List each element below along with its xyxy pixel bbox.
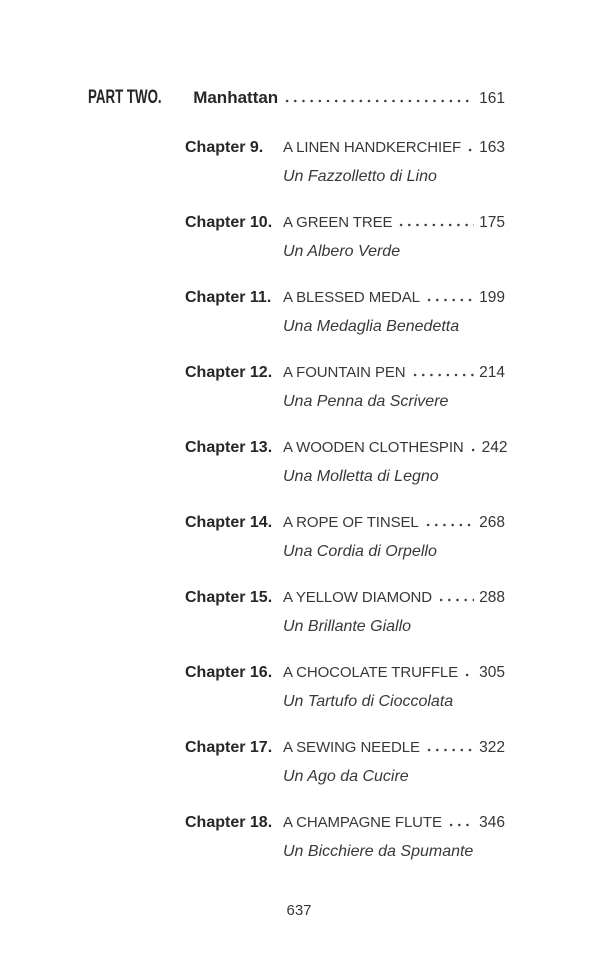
chapter-page-number: 288: [479, 589, 505, 606]
chapter-title: A BLESSED MEDAL: [283, 289, 420, 306]
chapter-label: Chapter 15.: [185, 589, 273, 606]
part-title: Manhattan: [193, 88, 279, 107]
chapter-title: A WOODEN CLOTHESPIN: [283, 439, 464, 456]
chapter-title: A ROPE OF TINSEL: [283, 514, 419, 531]
dot-leader: [466, 148, 474, 152]
chapter-page-number: 163: [479, 139, 505, 156]
toc-entry: [185, 663, 505, 738]
dot-leader: [425, 298, 474, 302]
toc-entry: [185, 738, 505, 813]
toc-entry: [185, 138, 505, 213]
dot-leader: [447, 823, 474, 827]
chapter-subtitle-italian: Una Medaglia Benedetta: [283, 318, 460, 335]
toc-entry-row: [185, 663, 505, 683]
toc-entry: [185, 213, 505, 288]
chapter-page-number: 214: [479, 364, 505, 381]
toc-entry-row: [185, 438, 508, 458]
chapter-page-number: 305: [479, 664, 505, 681]
toc-entry-row: [185, 288, 505, 308]
part-page-number: 161: [479, 90, 505, 107]
chapter-label: Chapter 13.: [185, 439, 273, 456]
toc-entry: [185, 513, 505, 588]
chapter-label: Chapter 10.: [185, 214, 273, 231]
part-label: PART TWO.: [88, 87, 162, 108]
chapter-label: Chapter 18.: [185, 814, 273, 831]
part-header: [88, 87, 505, 109]
toc-entry: [185, 363, 505, 438]
chapter-subtitle-italian: Un Fazzolletto di Lino: [283, 168, 437, 185]
dot-leader: [411, 373, 475, 377]
chapter-title: A SEWING NEEDLE: [283, 739, 420, 756]
dot-leader: [283, 99, 474, 103]
dot-leader: [463, 673, 474, 677]
chapter-title: A CHAMPAGNE FLUTE: [283, 814, 442, 831]
toc-entry-row: [185, 513, 505, 533]
chapter-subtitle-italian: Un Tartufo di Cioccolata: [283, 693, 454, 710]
toc-entry-row: [185, 588, 505, 608]
chapter-title: A YELLOW DIAMOND: [283, 589, 432, 606]
chapter-title: A GREEN TREE: [283, 214, 393, 231]
toc-entry-row: [185, 138, 505, 158]
toc-entry-row: [185, 363, 505, 383]
chapter-label: Chapter 16.: [185, 664, 273, 681]
toc-entry: [185, 813, 505, 888]
chapter-subtitle-italian: Un Brillante Giallo: [283, 618, 412, 635]
chapter-title: A CHOCOLATE TRUFFLE: [283, 664, 459, 681]
chapter-subtitle-italian: Un Bicchiere da Spumante: [283, 843, 474, 860]
chapter-label: Chapter 17.: [185, 739, 273, 756]
chapter-page-number: 322: [479, 739, 505, 756]
chapter-list: [185, 138, 508, 888]
toc-entry: [185, 288, 505, 363]
chapter-page-number: 199: [479, 289, 505, 306]
chapter-subtitle-italian: Una Penna da Scrivere: [283, 393, 449, 410]
chapter-subtitle-italian: Un Albero Verde: [283, 243, 401, 260]
chapter-page-number: 346: [479, 814, 505, 831]
chapter-subtitle-italian: Un Ago da Cucire: [283, 768, 409, 785]
toc-entry: [185, 438, 508, 513]
toc-entry: [185, 588, 505, 663]
dot-leader: [469, 448, 477, 452]
page-number: 637: [286, 902, 312, 919]
dot-leader: [424, 523, 474, 527]
chapter-title: A LINEN HANDKERCHIEF: [283, 139, 462, 156]
toc-entry-row: [185, 738, 505, 758]
chapter-subtitle-italian: Una Molletta di Legno: [283, 468, 439, 485]
chapter-label: Chapter 11.: [185, 289, 272, 306]
toc-entry-row: [185, 213, 505, 233]
toc-entry-row: [185, 813, 505, 833]
dot-leader: [425, 748, 474, 752]
chapter-label: Chapter 12.: [185, 364, 273, 381]
chapter-label: Chapter 14.: [185, 514, 273, 531]
chapter-page-number: 242: [481, 439, 508, 456]
chapter-page-number: 268: [479, 514, 505, 531]
dot-leader: [397, 223, 474, 227]
chapter-page-number: 175: [479, 214, 505, 231]
chapter-label: Chapter 9.: [185, 139, 264, 156]
chapter-subtitle-italian: Una Cordia di Orpello: [283, 543, 437, 560]
chapter-title: A FOUNTAIN PEN: [283, 364, 406, 381]
dot-leader: [437, 598, 474, 602]
